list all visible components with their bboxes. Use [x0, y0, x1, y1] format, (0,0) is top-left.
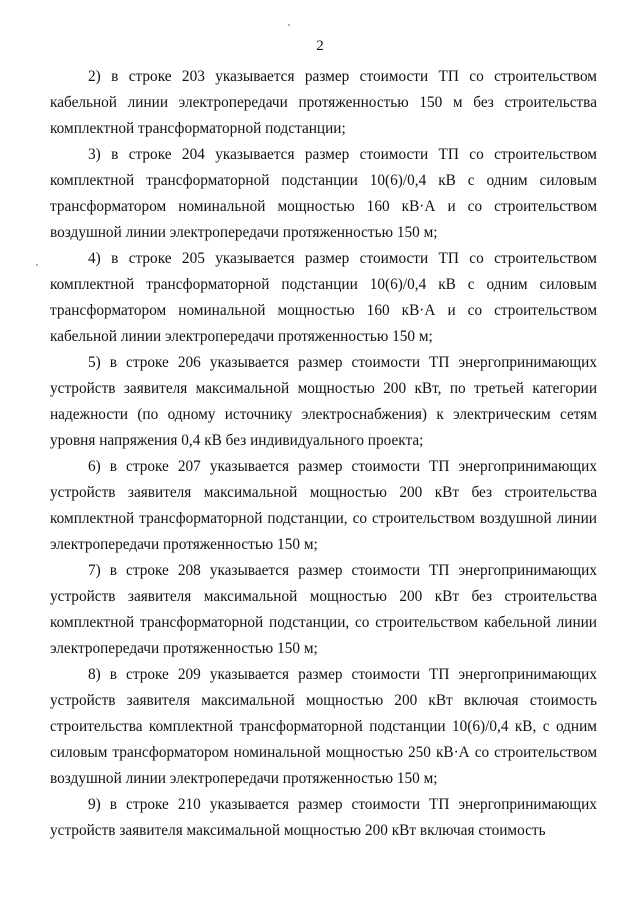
- paragraph-item-4: 4) в строке 205 указывается размер стоимости ТП со строительством комплектной трансформаторной подстанции 10(6)/0,4 кВ с одним силовым трансформатором номинальной мощностью 160 кВ·А и со строительством кабельной линии электропередачи протяженностью 150 м;: [50, 250, 597, 345]
- paragraph-item-8: 8) в строке 209 указывается размер стоимости ТП энергопринимающих устройств заявителя максимальной мощностью 200 кВт включая стоимость строительства комплектной трансформаторной подстанции 10(6)/0,4 кВ, с одним силовым трансформатором номинальной мощностью 250 кВ·А со строительством воздушной линии электропередачи протяженностью 150 м;: [50, 666, 597, 787]
- paragraph-item-9: 9) в строке 210 указывается размер стоимости ТП энергопринимающих устройств заявителя максимальной мощностью 200 кВт включая стоимость: [50, 796, 597, 839]
- document-body: [50, 64, 597, 844]
- paragraph-item-6: 6) в строке 207 указывается размер стоимости ТП энергопринимающих устройств заявителя максимальной мощностью 200 кВт без строительства комплектной трансформаторной подстанции, со строительством воздушной линии электропередачи протяженностью 150 м;: [50, 458, 597, 553]
- paragraph-item-5: 5) в строке 206 указывается размер стоимости ТП энергопринимающих устройств заявителя максимальной мощностью 200 кВт, по третьей категории надежности (по одному источнику электроснабжения) к электрическим сетям уровня напряжения 0,4 кВ без индивидуального проекта;: [50, 354, 597, 449]
- scan-speck: [36, 264, 38, 266]
- paragraph-item-7: 7) в строке 208 указывается размер стоимости ТП энергопринимающих устройств заявителя максимальной мощностью 200 кВт без строительства комплектной трансформаторной подстанции, со строительством кабельной линии электропередачи протяженностью 150 м;: [50, 562, 597, 657]
- paragraph-item-3: 3) в строке 204 указывается размер стоимости ТП со строительством комплектной трансформаторной подстанции 10(6)/0,4 кВ с одним силовым трансформатором номинальной мощностью 160 кВ·А и со строительством воздушной линии электропередачи протяженностью 150 м;: [50, 146, 597, 241]
- paragraph-item-2: 2) в строке 203 указывается размер стоимости ТП со строительством кабельной линии электропередачи протяженностью 150 м без строительства комплектной трансформаторной подстанции;: [50, 68, 597, 137]
- page-number: 2: [316, 38, 324, 54]
- scan-speck: [288, 24, 290, 26]
